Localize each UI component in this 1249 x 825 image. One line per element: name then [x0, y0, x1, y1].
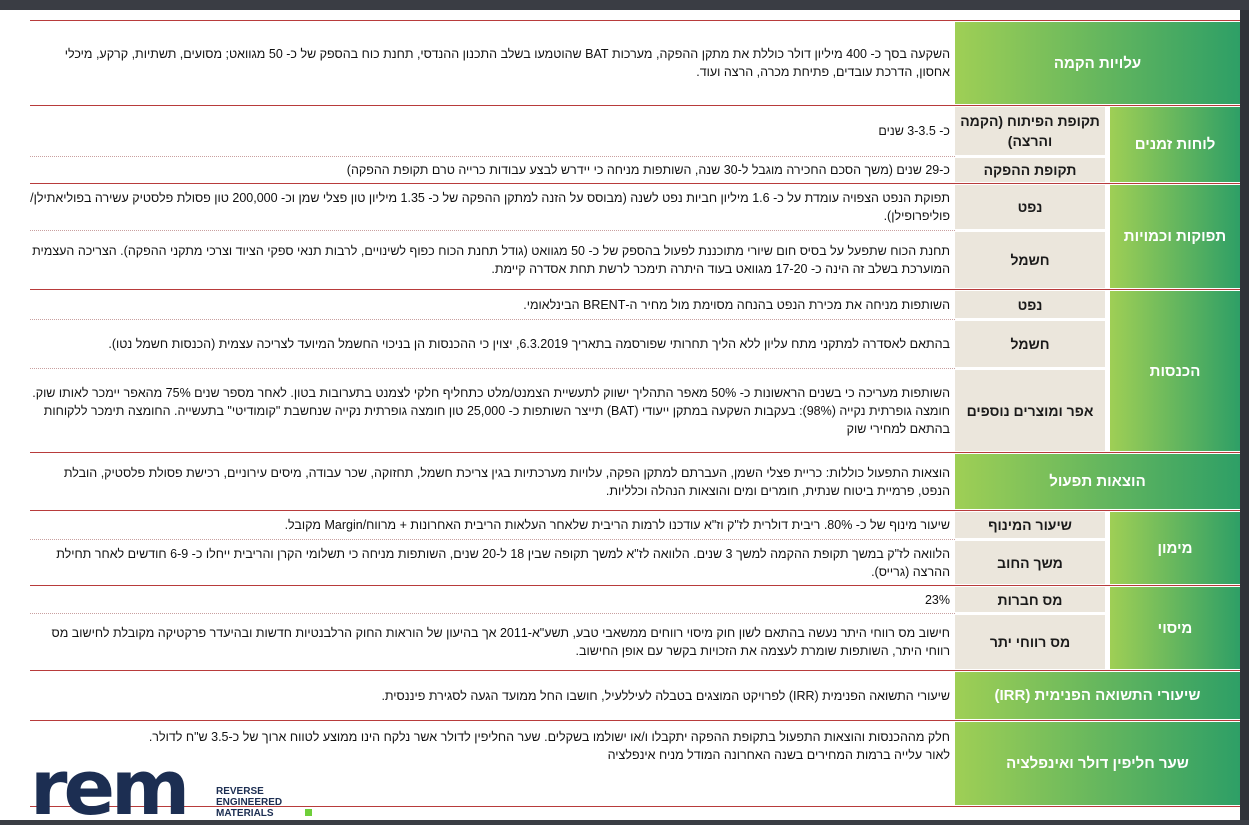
sublabel-leverage-ratio: שיעור המינוף [955, 512, 1105, 538]
label-outputs: תפוקות וכמויות [1110, 185, 1240, 288]
sublabel-development-period: תקופת הפיתוח (הקמה והרצה) [955, 107, 1105, 155]
text-corporate-tax: 23% [924, 592, 950, 607]
sublabel-excess-profits-tax: מס רווחי יתר [955, 615, 1105, 669]
table-rule [30, 319, 955, 320]
text-development-period: כ- 3-3.5 שנים [878, 124, 950, 138]
rem-wordmark: rem [30, 760, 187, 820]
logo-green-square [305, 809, 312, 816]
sublabel-production-period: תקופת ההפקה [955, 158, 1105, 182]
text-ash-products-line2: חומצה גופרתית נקייה (98%): בעקבות השקעה במתקן ייעודי (BAT) תייצר השותפות כ- 25,000 טון חומצה גופרתית נקייה שנחשבת "קומודיטי" בתעשייה. החומצה תימכר ללקוחות בהתאם למחירי שוק [43, 403, 950, 436]
text-leverage-ratio: שיעור מינוף של כ- 80%. ריבית דולרית לז"ק וז"א עודכנו לרמות הריבית שלאחר העלאות הריבית האחרונות + מרווח/Margin מקובל. [284, 518, 950, 532]
sublabel-oil-revenue: נפט [955, 291, 1105, 318]
text-fx-inflation-line2: לאור עלייה ברמות המחירים בשנה האחרונה המודל מניח אינפלציה [607, 748, 950, 762]
table-rule [30, 585, 1240, 586]
table-rule [30, 183, 1240, 184]
table-rule [30, 720, 1240, 721]
text-fx-inflation-line1: חלק מההכנסות והוצאות התפעול בתקופת ההפקה יתקבלו ו/או ישולמו בשקלים. שער החליפין לדולר אשר נלקח הינו ממוצע לטווח ארוך של כ-3.5 ש"ח לדולר. [148, 730, 950, 744]
viewer-scrollbar-track[interactable] [1240, 10, 1249, 820]
text-oil-output: תפוקת הנפט הצפויה עומדת על כ- 1.6 מיליון חביות נפט לשנה (מבוסס על הזנה למתקן ההפקה של כ- 1.35 מיליון טון פצלי שמן וכ- 200,000 טון פסולת פלסטיק עשירה בפוליאתילן/ פוליפרופילן). [30, 191, 950, 223]
sublabel-debt-term: משך החוב [955, 541, 1105, 584]
sublabel-corporate-tax: מס חברות [955, 587, 1105, 612]
sublabel-electricity-output: חשמל [955, 232, 1105, 288]
table-rule [30, 539, 955, 540]
text-debt-term: הלוואה לז"ק במשך תקופת ההקמה למשך 3 שנים. הלוואה לז"א למשך תקופה שבין 18 ל-20 שנים, השותפות מניחה כי תשלומי הקרן והריבית ייחלו כ- 6-9 חודשים לאחר תחילת ההרצה (גרייס). [56, 546, 950, 579]
rem-tagline-line2: ENGINEERED [216, 797, 283, 808]
text-oil-revenue: השותפות מניחה את מכירת הנפט בהנחה מסוימת מול מחיר ה-BRENT הבינלאומי. [523, 297, 950, 312]
table-rule [30, 510, 1240, 511]
text-construction-costs: השקעה בסך כ- 400 מיליון דולר כוללת את מתקן ההפקה, מערכות BAT שהוטמעו בשלב התכנון ההנדסי, תחנת כוח בהספק של כ- 50 מגוואט; מסועים, תשתיות, קרקע, מיכלי אחסון, הדרכת עובדים, פתיחת מכרה, הרצה ועוד. [64, 47, 950, 79]
label-construction-costs: עלויות הקמה [955, 22, 1240, 104]
text-production-period: כ-29 שנים (משך הסכם החכירה מוגבל ל-30 שנה, השותפות מניחה כי יידרש לבצע עבודות כרייה טרם תקופת ההפקה) [346, 163, 950, 177]
label-irr: שיעורי התשואה הפנימית (IRR) [955, 672, 1240, 719]
table-rule [30, 289, 1240, 290]
table-rule [30, 105, 1240, 106]
text-irr: שיעורי התשואה הפנימית (IRR) לפרויקט המוצגים בטבלה לעיללעיל, חושבו החל ממועד הגעה לסגירת פיננסית. [381, 688, 950, 703]
label-revenues: הכנסות [1110, 291, 1240, 451]
text-electricity-revenue: בהתאם לאסדרה למתקני מתח עליון ללא הליך תחרותי שפורסמה בתאריך 6.3.2019, יצוין כי ההכנסות הן בניכוי החשמל המיועד לצריכה עצמית (הכנסות חשמל נטו). [108, 337, 950, 351]
rem-logo [30, 760, 330, 820]
label-timeline: לוחות זמנים [1110, 107, 1240, 182]
table-rule [30, 230, 955, 231]
table-rule [30, 670, 1240, 671]
text-operating-expenses: הוצאות התפעול כוללות: כריית פצלי השמן, העברתם למתקן הפקה, עלויות מערכתיות בגין צריכת חשמל, תחזוקה, שכר עבודה, מיסים עירוניים, רכישת פסולת פלסטיק, הובלת הנפט, פרמיית ביטוח שנתית, חומרים ומים והוצאות הנהלה וכלליות. [63, 465, 950, 498]
label-financing: מימון [1110, 512, 1240, 584]
text-excess-profits-tax: חישוב מס רווחי היתר נעשה בהתאם לשון חוק מיסוי רווחים ממשאבי טבע, תשע"א-2011 אך בהיעון של הוראות החוק הרלבנטיות חדשות ובהיעדר פרקטיקה מקובלת לחישוב מס רווחי היתר, השותפות שומרת לעצמה את הזכויות בקשר עם אופן החישוב. [51, 626, 950, 658]
table-rule [30, 368, 955, 369]
table-rule [30, 156, 955, 157]
sublabel-ash-products: אפר ומוצרים נוספים [955, 370, 1105, 451]
table-rule [30, 452, 1240, 453]
rem-tagline-line1: REVERSE [216, 786, 264, 797]
label-taxation: מיסוי [1110, 587, 1240, 669]
text-ash-products [30, 370, 950, 451]
label-operating-expenses: הוצאות תפעול [955, 454, 1240, 509]
label-fx-inflation: שער חליפין דולר ואינפלציה [955, 722, 1240, 805]
table-rule [30, 20, 1240, 21]
table-rule [30, 613, 955, 614]
sublabel-oil-output: נפט [955, 185, 1105, 229]
text-electricity-output: תחנת הכוח שתפעל על בסיס חום שיורי מתוכננת לפעול בהספק של כ- 50 מגוואט (גודל תחנת הכוח כפוף לשינויים, לרבות תנאי ספקי הציוד וצרכי מתקני ההפקה). הצריכה העצמית המוערכת בשלב זה הינה כ- 17-20 מגוואט בעוד היתרה תימכר לרשת תחת אסדרה קיימת. [32, 244, 950, 276]
rem-tagline-line3: MATERIALS [216, 808, 274, 819]
text-ash-products-line1: השותפות מעריכה כי בשנים הראשונות כ- 50% מאפר התהליך ישווק לתעשיית הצמנט/מלט כתחליף חלקי לצמנט בתערובות בטון. לאחר מספר שנים 75% מהאפר יימכר לאותו שוק. [32, 385, 950, 400]
sublabel-electricity-revenue: חשמל [955, 321, 1105, 367]
